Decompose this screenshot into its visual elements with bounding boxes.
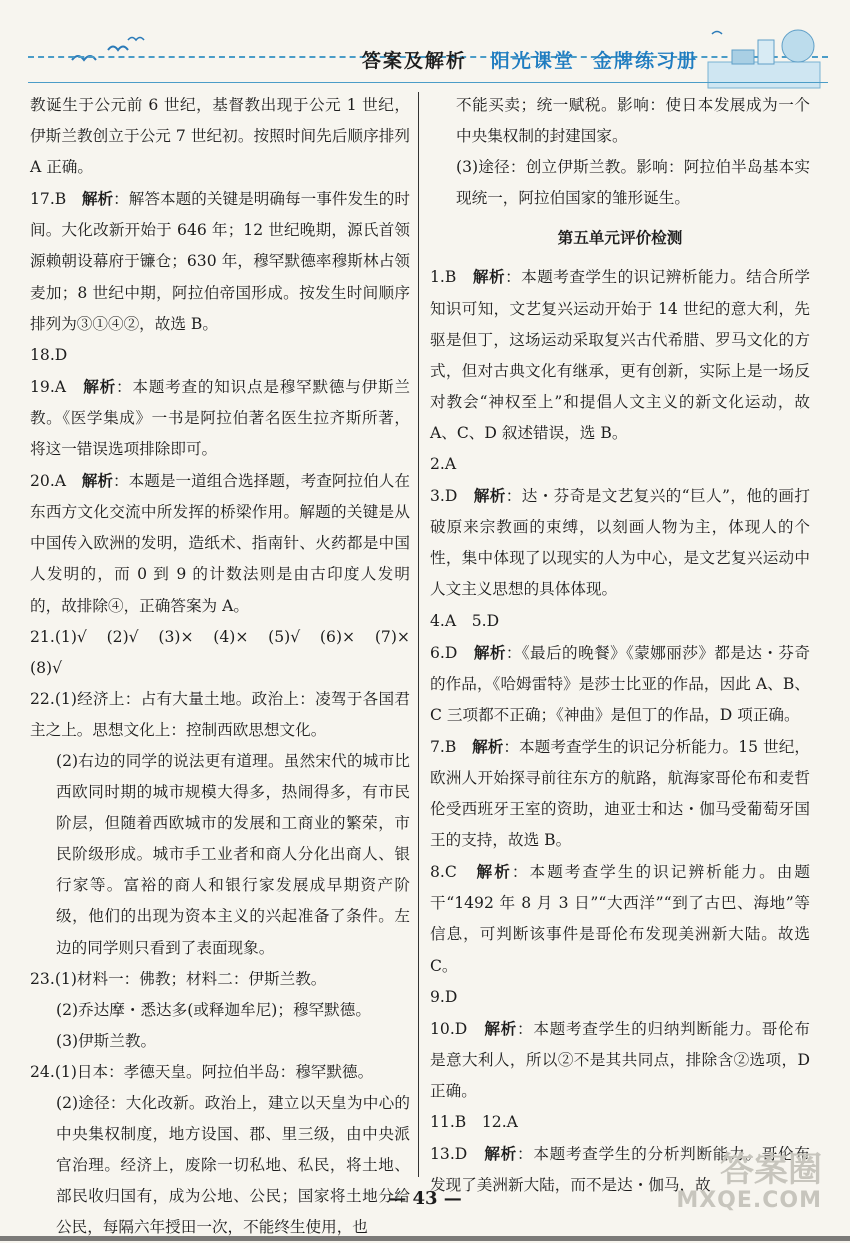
answer-entry	[430, 637, 810, 731]
answer-number: 4.A 5.D	[430, 611, 500, 630]
brand-label: 阳光课堂	[490, 50, 575, 72]
answer-text: ：解答本题的关键是明确每一事件发生的时间。大化改新开始于 646 年；12 世纪晚期，源氏首领源赖朝设幕府于镰仓；630 年，穆罕默德率穆斯林占领麦加；8 世纪中期，阿拉伯帝国形成。按发生时间顺序排列为③①④②，故选 B。	[30, 190, 410, 333]
analysis-label: 解析	[81, 189, 114, 209]
answer-number: 11.B 12.A	[430, 1113, 518, 1131]
answer-entry	[430, 856, 810, 981]
answer-text: (1)√ (2)√ (3)× (4)× (5)√ (6)× (7)× (8)√	[30, 627, 426, 677]
answer-entry	[30, 964, 410, 995]
answer-number: 24.	[30, 1062, 55, 1081]
answer-entry	[30, 684, 410, 746]
answer-entry	[430, 1013, 810, 1107]
series-label: 金牌练习册	[592, 50, 698, 72]
answer-number: 17.B	[30, 190, 67, 209]
answer-text: (3)途径：创立伊斯兰教。影响：阿拉伯半岛基本实现统一，阿拉伯国家的雏形诞生。	[456, 158, 810, 208]
answer-entry	[30, 1026, 410, 1057]
answer-text: (2)乔达摩・悉达多(或释迦牟尼)；穆罕默德。	[56, 1000, 371, 1019]
analysis-label: 解析	[81, 471, 113, 491]
answer-entry	[30, 1088, 410, 1243]
analysis-label: 解析	[472, 736, 504, 756]
answer-number: 8.C	[430, 863, 457, 882]
analysis-label: 解析	[83, 376, 116, 396]
answer-number: 13.D	[430, 1145, 468, 1164]
header-title	[362, 46, 698, 73]
answer-number: 3.D	[430, 487, 458, 506]
answer-entry	[430, 982, 810, 1013]
answer-entry	[430, 449, 810, 480]
answer-text: ：本题考查学生的识记辨析能力。结合所学知识可知，文艺复兴运动开始于 14 世纪的意大利，先驱是但丁，这场运动采取复兴古代希腊、罗马文化的方式，但对古典文化有继承，更有创新，实际上是一场反对教会“神权至上”和提倡人文主义的新文化运动，故 A、C、D 叙述错误，选 B。	[430, 268, 810, 442]
answer-text: ：《最后的晚餐》《蒙娜丽莎》都是达・芬奇的作品，《哈姆雷特》是莎士比亚的作品，因此 A、B、C 三项都不正确；《神曲》是但丁的作品，D 项正确。	[430, 643, 810, 724]
analysis-label: 解析	[473, 486, 506, 506]
answer-entry	[30, 1057, 410, 1088]
answer-number: 1.B	[430, 268, 457, 287]
analysis-label: 解析	[473, 642, 506, 662]
answer-text: ：达・芬奇是文艺复兴的“巨人”，他的画打破原来宗教画的束缚，以刻画人物为主，体现人的个性，集中体现了以现实的人为中心，是文艺复兴运动中人文主义思想的具体体现。	[430, 487, 810, 599]
answer-entry	[430, 90, 810, 152]
answer-text: (2)右边的同学的说法更有道理。虽然宋代的城市比西欧同时期的城市规模大得多，热闹得多，有市民阶层，但随着西欧城市的发展和工商业的繁荣，市民阶级形成。城市手工业者和商人分化出商人、银行家等。富裕的商人和银行家发展成早期资产阶级，他们的出现为资本主义的兴起准备了条件。左边的同学则只看到了表面现象。	[56, 751, 410, 957]
answer-text: ：本题考查的知识点是穆罕默德与伊斯兰教。《医学集成》一书是阿拉伯著名医生拉齐斯所著，将这一错误选项排除即可。	[30, 377, 410, 459]
answer-text: ：本题考查学生的归纳判断能力。哥伦布是意大利人，所以②不是其共同点，排除含②选项，D 正确。	[430, 1019, 810, 1100]
answer-number: 22.	[30, 689, 55, 708]
answer-number: 10.D	[430, 1019, 468, 1038]
analysis-label: 解析	[484, 1144, 517, 1164]
answer-entry	[430, 261, 810, 449]
answer-text: 不能买卖；统一赋税。影响：使日本发展成为一个中央集权制的封建国家。	[456, 96, 810, 146]
answer-entry	[430, 606, 810, 637]
watermark-bottom: MXQE.COM	[676, 1188, 822, 1213]
answer-number: 2.A	[430, 455, 457, 474]
answer-number: 18.D	[30, 345, 68, 364]
answer-number: 20.A	[30, 472, 67, 491]
header-rule	[28, 82, 828, 83]
answer-text: (3)伊斯兰教。	[56, 1031, 157, 1050]
answer-entry	[30, 995, 410, 1026]
analysis-label: 解析	[484, 1018, 517, 1038]
answer-text: (1)日本：孝德天皇。阿拉伯半岛：穆罕默德。	[54, 1062, 374, 1081]
answer-number: 19.A	[30, 377, 67, 396]
right-column	[430, 90, 810, 1201]
analysis-label: 解析	[472, 267, 506, 287]
page-number: — 43 —	[388, 1188, 462, 1209]
answer-entry	[430, 152, 810, 214]
scan-edge	[0, 1236, 850, 1241]
answer-entry	[430, 1107, 810, 1138]
answer-entry	[30, 340, 410, 371]
answer-entry	[30, 465, 410, 621]
answer-entry	[30, 90, 410, 183]
analysis-label: 解析	[476, 862, 512, 882]
answer-number: 7.B	[430, 737, 457, 756]
answer-text: (1)材料一：佛教；材料二：伊斯兰教。	[54, 969, 327, 988]
section-title: 第五单元评价检测	[557, 228, 683, 248]
watermark	[672, 1142, 832, 1222]
answer-text: (1)经济上：占有大量土地。政治上：凌驾于各国君主之上。思想文化上：控制西欧思想文化。	[30, 689, 410, 739]
answer-entry	[30, 183, 410, 339]
answer-entry	[430, 480, 810, 605]
answer-text: (2)途径：大化改新。政治上，建立以天皇为中心的中央集权制度，地方设国、郡、里三级，由中央派官治理。经济上，废除一切私地、私民，将土地、部民收归国有，成为公地、公民；国家将土地分给公民，每隔六年授田一次，不能终生使用，也	[56, 1094, 410, 1237]
answer-number: 6.D	[430, 643, 458, 662]
answer-text: ：本题是一道组合选择题，考查阿拉伯人在东西方文化交流中所发挥的桥梁作用。解题的关键是从中国传入欧洲的发明，造纸术、指南针、火药都是中国人发明的，而 0 到 9 的计数法则是由古印度人发明的，故排除④，正确答案为 A。	[30, 472, 410, 615]
watermark-top: 答案圈	[720, 1150, 822, 1190]
answer-number: 23.	[30, 969, 55, 988]
answer-number: 9.D	[430, 987, 458, 1006]
answer-entry	[30, 746, 410, 964]
answer-entry	[430, 731, 810, 856]
answer-text: ：本题考查学生的分析判断能力。哥伦布发现了美洲新大陆，而不是达・伽马，故	[430, 1145, 810, 1195]
answer-entry	[30, 371, 410, 465]
answer-entry	[30, 622, 426, 684]
answer-number: 21.	[30, 627, 55, 646]
answer-text: 教诞生于公元前 6 世纪，基督教出现于公元 1 世纪，伊斯兰教创立于公元 7 世纪初。按照时间先后顺序排列 A 正确。	[30, 96, 410, 177]
answers-label: 答案及解析	[361, 50, 467, 72]
answer-text: ：本题考查学生的识记分析能力。15 世纪，欧洲人开始探寻前往东方的航路，航海家哥伦布和麦哲伦受西班牙王室的资助，迪亚士和达・伽马受葡萄牙国王的支持，故选 B。	[430, 737, 810, 850]
answer-text: ：本题考查学生的识记辨析能力。由题干“1492 年 8 月 3 日”“大西洋”“到了古巴、海地”等信息，可判断该事件是哥伦布发现美洲新大陆。故选 C。	[430, 863, 810, 975]
page-header	[28, 22, 828, 82]
